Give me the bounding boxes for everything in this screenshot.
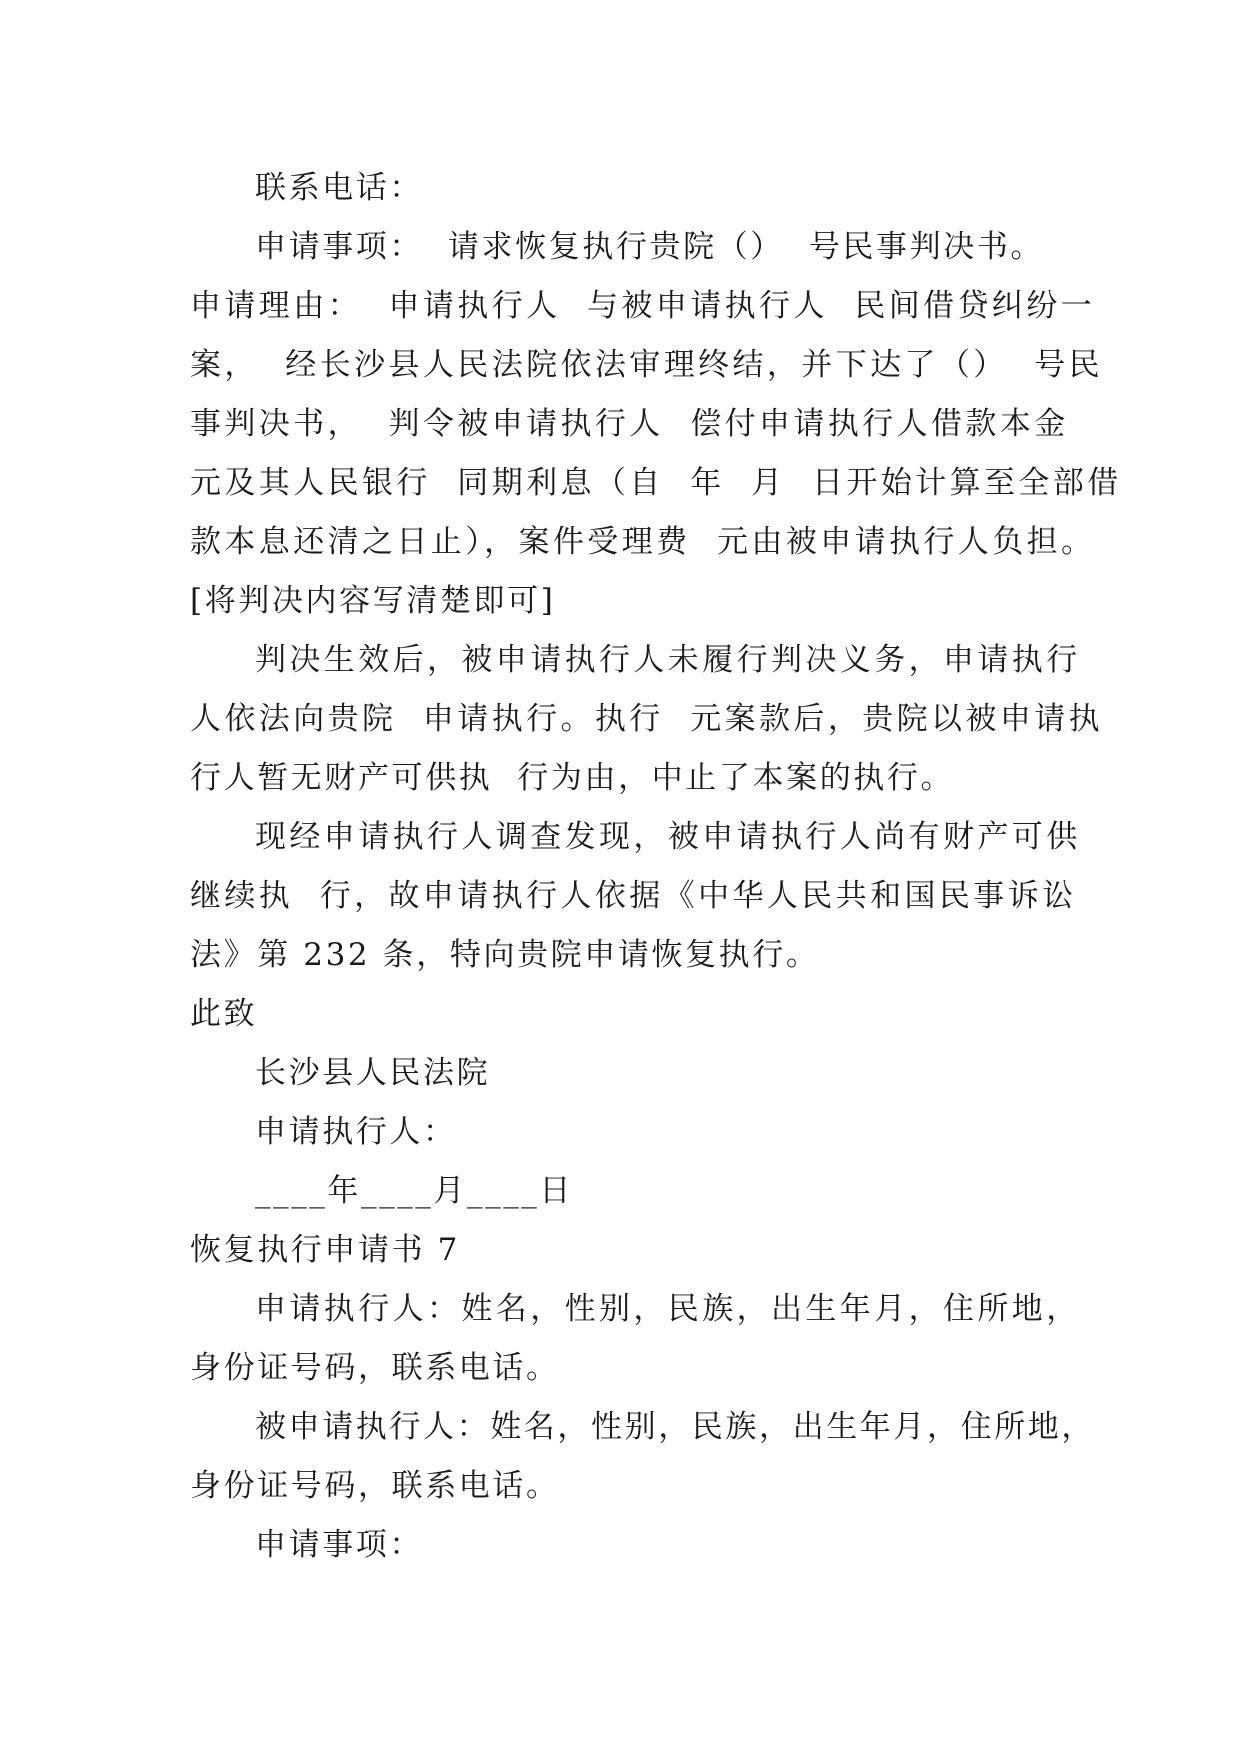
reason-line-4: 元及其人民银行 同期利息（自 年 月 日开始计算至全部借 (190, 465, 1122, 501)
request-matters-line: 申请事项： 请求恢复执行贵院（） 号民事判决书。 (255, 229, 1045, 265)
reason-line-2: 案， 经长沙县人民法院依法审理终结，并下达了（） 号民 (190, 347, 1104, 383)
paragraph-2-line-2: 人依法向贵院 申请执行。执行 元案款后，贵院以被申请执 (190, 701, 1104, 737)
applicant-signature-line: 申请执行人： (255, 1114, 457, 1150)
paragraph-3-line-2: 继续执 行，故申请执行人依据《中华人民共和国民事诉讼 (190, 878, 1077, 914)
applicant-info-line-1: 申请执行人：姓名，性别，民族，出生年月，住所地， (255, 1291, 1081, 1327)
respondent-info-line-1: 被申请执行人：姓名，性别，民族，出生年月，住所地， (255, 1409, 1095, 1445)
paragraph-2-line-3: 行人暂无财产可供执 行为由，中止了本案的执行。 (190, 760, 955, 796)
section-title: 恢复执行申请书 7 (190, 1232, 460, 1268)
reason-line-5: 款本息还清之日止），案件受理费 元由被申请执行人负担。 (190, 524, 1096, 560)
reason-line-3: 事判决书， 判令被申请执行人 偿付申请执行人借款本金 (190, 406, 1069, 442)
paragraph-2-line-1: 判决生效后，被申请执行人未履行判决义务，申请执行 (255, 642, 1081, 678)
judgment-note-line: [将判决内容写清楚即可] (190, 583, 556, 619)
paragraph-3-line-3: 法》第 232 条，特向贵院申请恢复执行。 (190, 937, 820, 973)
request-matters-line-2: 申请事项： (255, 1527, 423, 1563)
respondent-info-line-2: 身份证号码，联系电话。 (190, 1468, 560, 1504)
date-line: ____年____月____日 (255, 1173, 573, 1209)
court-name-line: 长沙县人民法院 (255, 1055, 491, 1091)
contact-phone-line: 联系电话： (255, 170, 423, 206)
paragraph-3-line-1: 现经申请执行人调查发现，被申请执行人尚有财产可供 (255, 819, 1081, 855)
salutation-line: 此致 (190, 996, 258, 1032)
applicant-info-line-2: 身份证号码，联系电话。 (190, 1350, 560, 1386)
reason-line-1: 申请理由： 申请执行人 与被申请执行人 民间借贷纠纷一 (190, 288, 1096, 324)
